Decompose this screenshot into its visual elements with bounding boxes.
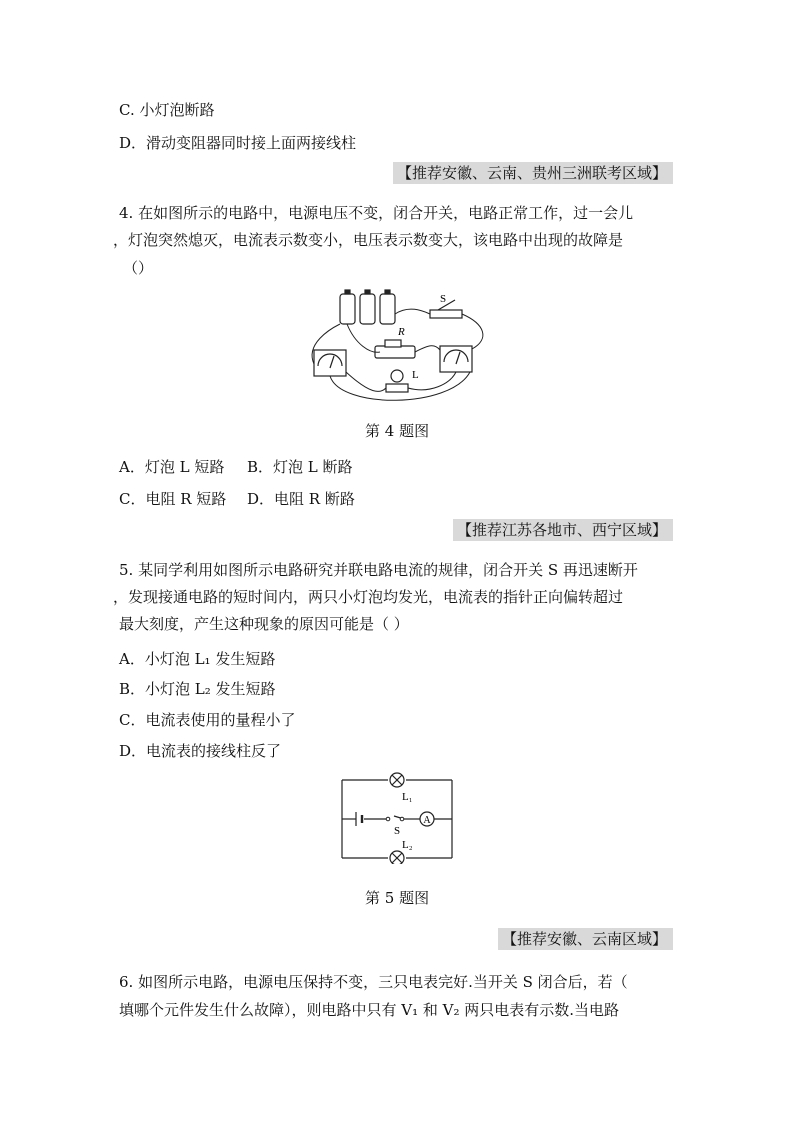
label-r: R bbox=[398, 326, 405, 338]
q5-option-b: B．小灯泡 L₂ 发生短路 bbox=[119, 680, 276, 698]
label-s: S bbox=[394, 825, 401, 837]
ammeter-icon bbox=[314, 350, 346, 376]
q4-region-tag: 【推荐安徽、云南、贵州三洲联考区域】 bbox=[393, 162, 673, 184]
q4-stem-line-3: （） bbox=[123, 259, 154, 277]
q3-option-d: D．滑动变阻器同时接上面两接线柱 bbox=[119, 134, 357, 152]
lamp-l2-icon bbox=[390, 851, 404, 864]
q5-stem-line-1: 5. 某同学利用如图所示电路研究并联电路电流的规律，闭合开关 S 再迅速断开 bbox=[119, 561, 638, 579]
q4-figure-caption: 第 4 题图 bbox=[365, 422, 430, 440]
resistor-icon bbox=[375, 340, 415, 358]
q4-options-row-2 bbox=[119, 489, 355, 509]
lamp-l1-icon bbox=[390, 773, 404, 787]
battery-icon bbox=[340, 290, 395, 324]
q5-circuit-figure bbox=[336, 772, 460, 864]
label-s: S bbox=[440, 293, 447, 305]
q4-option-a: A．灯泡 L 短路 bbox=[119, 458, 225, 476]
q4-option-b: B．灯泡 L 断路 bbox=[247, 458, 353, 476]
voltmeter-icon bbox=[440, 346, 472, 372]
q5-stem-line-3: 最大刻度，产生这种现象的原因可能是（ ） bbox=[119, 615, 409, 633]
q4-stem-line-1: 4. 在如图所示的电路中，电源电压不变，闭合开关，电路正常工作，过一会儿 bbox=[119, 204, 634, 222]
q4-stem-line-2: ，灯泡突然熄灭，电流表示数变小，电压表示数变大，该电路中出现的故障是 bbox=[113, 231, 624, 249]
label-a: A bbox=[423, 815, 431, 826]
q4-option-d: D．电阻 R 断路 bbox=[247, 490, 355, 508]
q3-option-c: C. 小灯泡断路 bbox=[119, 101, 215, 119]
q4-options-row-1 bbox=[119, 457, 353, 477]
q5-figure-caption: 第 5 题图 bbox=[365, 889, 430, 907]
q5-option-a: A．小灯泡 L₁ 发生短路 bbox=[119, 650, 276, 668]
q4-option-c: C．电阻 R 短路 bbox=[119, 490, 227, 508]
q5-option-c: C．电流表使用的量程小了 bbox=[119, 711, 296, 729]
q5-option-d: D．电流表的接线柱反了 bbox=[119, 742, 282, 760]
switch-icon bbox=[386, 817, 404, 821]
q5-region-tag: 【推荐江苏各地市、西宁区域】 bbox=[453, 519, 673, 541]
ammeter-icon bbox=[420, 812, 434, 826]
label-l1: L₁ bbox=[402, 791, 413, 803]
battery-icon bbox=[356, 812, 362, 826]
q6-stem-line-1: 6. 如图所示电路，电源电压保持不变，三只电表完好.当开关 S 闭合后，若（ bbox=[119, 973, 628, 991]
q4-circuit-figure bbox=[300, 284, 500, 414]
q6-stem-line-2: 填哪个元件发生什么故障），则电路中只有 V₁ 和 V₂ 两只电表有示数.当电路 bbox=[119, 1001, 620, 1019]
q5-stem-line-2: ，发现接通电路的短时间内，两只小灯泡均发光，电流表的指针正向偏转超过 bbox=[113, 588, 624, 606]
label-l: L bbox=[412, 369, 419, 381]
q6-region-tag: 【推荐安徽、云南区域】 bbox=[498, 928, 673, 950]
lamp-icon bbox=[386, 370, 408, 392]
label-l2: L₂ bbox=[402, 839, 413, 851]
